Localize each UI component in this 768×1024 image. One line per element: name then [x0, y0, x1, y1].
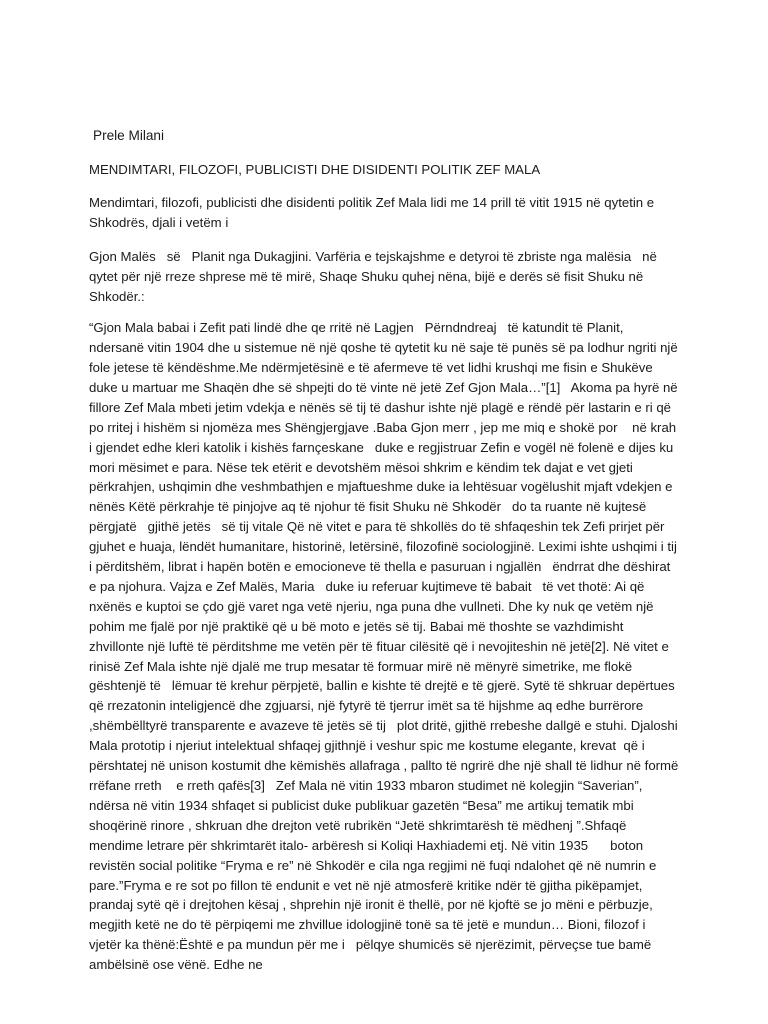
main-body-paragraph: “Gjon Mala babai i Zefit pati lindë dhe qe rritë në Lagjen Përndndreaj të katundit të Planit, ndersanë vitin 1904 dhe u sistemue në një qoshe të qytetit ku në saje të punës së pa lodhur ngriti një fole jetese të këndëshme.Me ndërmjetësinë e të afermeve të vet lidhi krushqi me fisin e Shukëve duke u martuar me Shaqën dhe së shpejti do të vinte në jetë Zef Gjon Mala…”[1] Akoma pa hyrë në fillore Zef Mala mbeti jetim vdekja e nënës së tij të dashur ishte një plagë e rëndë për lastarin e ri që po rritej i hishëm si njomëza mes Shëngjergjave .Baba Gjon merr , jep me miq e shokë por në krah i gjendet edhe kleri katolik i kishës farnçeskane duke e regjistruar Zefin e vogël në folenë e dijes ku mori mësimet e para. Nëse tek etërit e devotshëm mësoi shkrim e këndim tek dajat e vet gjeti përkrahjen, ushqimin dhe veshmbathjen e mjaftueshme duke ia lehtësuar vogëlushit mjaft vdekjen e nënës Këtë përkrahje të pinjojve aq të njohur të fisit Shuku në Shkodër do ta ruante në kujtesë përgjatë gjithë jetës së tij vitale Që në vitet e para të shkollës do të shfaqeshin tek Zefi prirjet për gjuhet e huaja, lëndët humanitare, historinë, letërsinë, filozofinë sociologjinë. Leximi ishte ushqimi i tij i përditshëm, librat i hapën botën e emocioneve të thella e pasuruan i ngjallën ëndrrat dhe dëshirat e pa njohura. Vajza e Zef Malës, Maria duke iu referuar kujtimeve të babait të vet thotë: Ai që nxënës e kuptoi se çdo gjë varet nga vetë njeriu, nga puna dhe vullneti. Dhe ky nuk qe vetëm një pohim me fjalë por një praktikë që u bë moto e jetës së tij. Babai më thoshte se vazhdimisht zhvillonte një luftë të përditshme me vetën për të fituar cilësitë që i nevojiteshin në jetë[2]. Në vitet e rinisë Zef Mala ishte një djalë me trup mesatar të formuar mirë në mënyrë simetrike, me flokë gështenjë të lëmuar të krehur përpjetë, ballin e kishte të drejtë e të gjerë. Sytë të shkruar depërtues që rrezatonin inteligjencë dhe zgjuarsi, një fytyrë të tjerrur imët sa të hijshme aq edhe burrërore ,shëmbëlltyrë transparente e avazeve të jetës së tij plot dritë, gjithë rrebeshe dallgë e stuhi. Djaloshi Mala prototip i njeriut intelektual shfaqej gjithnjë i veshur spic me kostume elegante, krevat që i përshtatej në unison kostumit dhe këmishës allafraga , pallto të ngrirë dhe një shall të lidhur në formë rrëfane rreth e rreth qafës[3] Zef Mala në vitin 1933 mbaron studimet në kolegjin “Saverian”, ndërsa në vitin 1934 shfaqet si publicist duke publikuar gazetën “Besa” me artikuj tematik mbi shoqërinë rinore , shkruan dhe drejton vetë rubrikën “Jetë shkrimtarësh të mëdhenj ”.Shfaqë mendime letrare për shkrimtarët italo- arbëresh si Koliqi Haxhiademi etj. Në vitin 1935 boton revistën social politike “Fryma e re” në Shkodër e cila nga regjimi në fuqi ndalohet që në numrin e pare.”Fryma e re sot po fillon të endunit e vet në një atmosferë kritike ndër të gjitha pikëpamjet, prandaj sytë që i drejtohen kësaj , shprehin një ironit ë thellë, por në kjoftë se jo mëni e përbuzje, megjith ketë ne do të përpiqemi me zhvillue idologjinë tonë sa të jetë e mundun… Bioni, filozof i vjetër ka thënë:Është e pa mundun për me i pëlqye shumicës së njerëzimit, përveçse tue bamë ambëlsinë ose vënë. Edhe ne: [89, 320, 688, 973]
second-paragraph: Gjon Malës së Planit nga Dukagjini. Varfëria e tejskajshme e detyroi të zbriste nga malësia në qytet për një rreze shprese më të mirë, Shaqe Shuku quhej nëna, bijë e derës së fisit Shuku në Shkodër.:: [89, 249, 661, 304]
document-title: MENDIMTARI, FILOZOFI, PUBLICISTI DHE DISIDENTI POLITIK ZEF MALA: [89, 161, 541, 177]
author-name: Prele Milani: [93, 128, 165, 143]
document-content: [89, 126, 688, 975]
intro-paragraph: Mendimtari, filozofi, publicisti dhe disidenti politik Zef Mala lidi me 14 prill të vitit 1915 në qytetin e Shkodrës, djali i vetëm i: [89, 195, 658, 230]
